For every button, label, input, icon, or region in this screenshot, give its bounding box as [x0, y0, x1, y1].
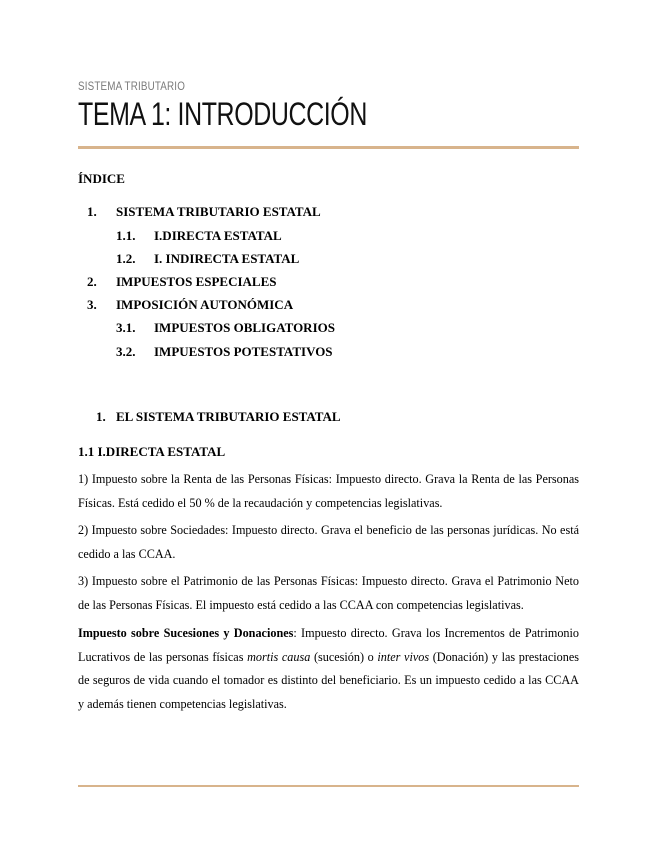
toc-item-label: SISTEMA TRIBUTARIO ESTATAL	[116, 204, 321, 219]
toc-item-label: I.DIRECTA ESTATAL	[154, 228, 282, 243]
toc-item-number: 3.	[87, 297, 97, 312]
toc-item-number: 3.2.	[116, 344, 136, 359]
subsection-heading: 1.1 I.DIRECTA ESTATAL	[78, 444, 226, 459]
toc-item-number: 1.1.	[116, 228, 136, 243]
index-heading: ÍNDICE	[78, 171, 125, 186]
toc-item-number: 3.1.	[116, 320, 136, 335]
toc-item-label: IMPUESTOS POTESTATIVOS	[154, 344, 333, 359]
toc-item-label: IMPUESTOS ESPECIALES	[116, 274, 277, 289]
toc-item	[116, 320, 335, 336]
toc-item	[116, 251, 299, 267]
toc-item-label: IMPUESTOS OBLIGATORIOS	[154, 320, 335, 335]
toc-item	[87, 297, 293, 313]
toc-item	[87, 274, 277, 290]
paragraph-sociedades: 2) Impuesto sobre Sociedades: Impuesto directo. Grava el beneficio de las personas jurídicas. No está cedido a las CCAA.	[78, 523, 579, 561]
term-sucesiones: Impuesto sobre Sucesiones y Donaciones	[78, 626, 294, 640]
term-inter-vivos: inter vivos	[377, 649, 430, 664]
toc-item-number: 1.	[87, 204, 97, 219]
document-subject: SISTEMA TRIBUTARIO	[78, 79, 186, 93]
section-heading	[96, 409, 341, 425]
section-number: 1.	[96, 409, 106, 424]
section-title: EL SISTEMA TRIBUTARIO ESTATAL	[116, 409, 341, 424]
toc-item	[116, 344, 333, 360]
toc-item-label: IMPOSICIÓN AUTONÓMICA	[116, 297, 294, 312]
title-rule	[78, 146, 579, 149]
toc-item	[116, 228, 282, 244]
toc-item-number: 1.2.	[116, 251, 136, 266]
paragraph-text: : Impuesto directo. Grava los Incrementos de Patrimonio Lucrativos de las personas físicas	[78, 626, 579, 664]
paragraph-patrimonio: 3) Impuesto sobre el Patrimonio de las Personas Físicas: Impuesto directo. Grava el Patrimonio Neto de las Personas Físicas. El impuesto está cedido a las CCAA con competencias legislativas.	[78, 574, 579, 612]
footer-rule	[78, 785, 579, 787]
term-mortis-causa: mortis causa	[247, 649, 311, 664]
paragraph-text: (Donación) y las prestaciones de seguros de vida cuando el tomador es distinto del beneficiario. Es un impuesto cedido a las CCAA y además tienen competencias legislativas.	[78, 649, 579, 711]
document-title: TEMA 1: INTRODUCCIÓN	[78, 96, 367, 132]
toc-item-number: 2.	[87, 274, 97, 289]
toc-item-label: I. INDIRECTA ESTATAL	[154, 251, 300, 266]
toc-item	[87, 204, 321, 220]
paragraph-text: (sucesión) o	[310, 649, 378, 664]
paragraph-sucesiones	[78, 622, 579, 716]
paragraph-irpf: 1) Impuesto sobre la Renta de las Personas Físicas: Impuesto directo. Grava la Renta de las Personas Físicas. Está cedido el 50 % de la recaudación y competencias legislativas.	[78, 472, 579, 510]
